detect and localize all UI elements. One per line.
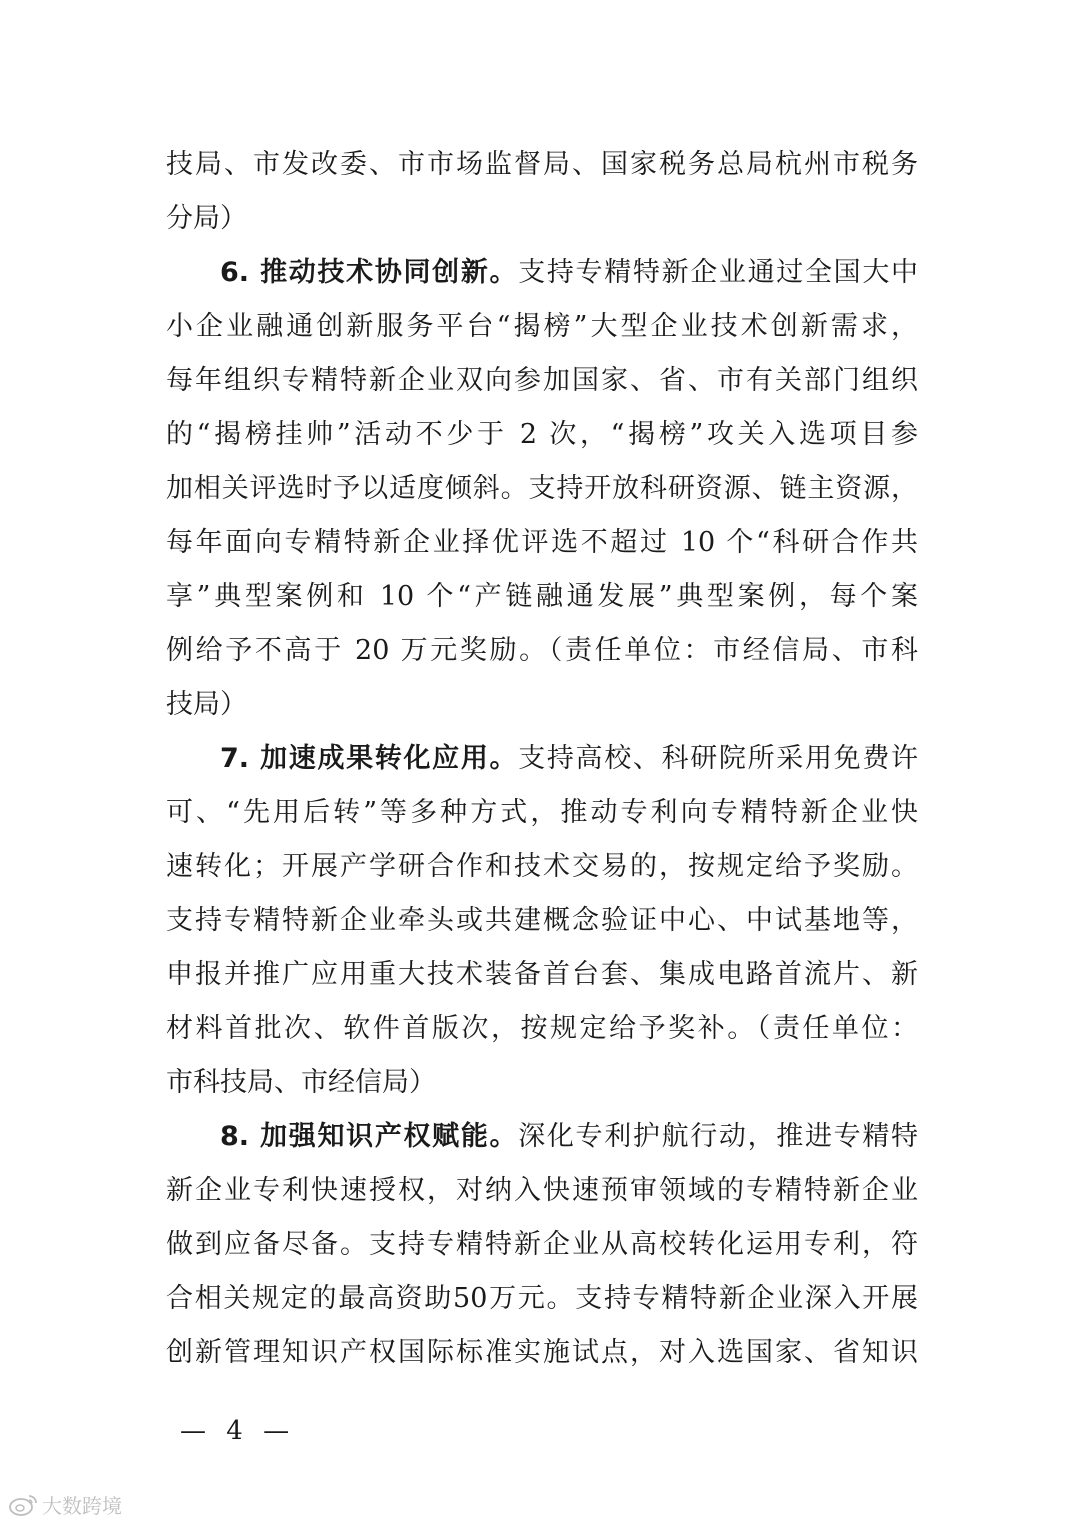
text-line: 可、“先用后转”等多种方式，推动专利向专精特新企业快 xyxy=(166,797,918,828)
watermark-text: 大数跨境 xyxy=(42,1494,122,1518)
document-body xyxy=(166,138,918,1380)
paragraph-heading-line xyxy=(166,732,918,786)
text-line: 享”典型案例和 10 个“产链融通发展”典型案例，每个案 xyxy=(166,581,918,612)
paragraph-heading-line xyxy=(166,1110,918,1164)
text-line: 合相关规定的最高资助50万元。支持专精特新企业深入开展 xyxy=(166,1283,918,1314)
text-line: 每年组织专精特新企业双向参加国家、省、市有关部门组织 xyxy=(166,365,918,396)
text-line: 支持专精特新企业通过全国大中 xyxy=(518,257,918,288)
text-line: 材料首批次、软件首版次，按规定给予奖补。（责任单位： xyxy=(166,1013,918,1044)
text-line: 申报并推广应用重大技术装备首台套、集成电路首流片、新 xyxy=(166,959,918,990)
text-line: 做到应备尽备。支持专精特新企业从高校转化运用专利，符 xyxy=(166,1229,918,1260)
paragraph-heading-line xyxy=(166,246,918,300)
paragraph-heading: 7. 加速成果转化应用。 xyxy=(220,743,519,774)
text-line: 市科技局、市经信局） xyxy=(166,1067,436,1098)
text-line: 小企业融通创新服务平台“揭榜”大型企业技术创新需求， xyxy=(166,311,918,342)
text-line: 技局） xyxy=(166,689,247,720)
text-line: 支持专精特新企业牵头或共建概念验证中心、中试基地等， xyxy=(166,905,918,936)
watermark xyxy=(8,1490,122,1519)
text-line: 支持高校、科研院所采用免费许 xyxy=(518,743,918,774)
paragraph-heading: 8. 加强知识产权赋能。 xyxy=(220,1121,519,1152)
text-line: 创新管理知识产权国际标准实施试点，对入选国家、省知识 xyxy=(166,1337,918,1368)
page-number: — 4 — xyxy=(180,1416,296,1446)
text-line: 的“揭榜挂帅”活动不少于 2 次，“揭榜”攻关入选项目参 xyxy=(166,419,918,450)
text-line: 每年面向专精特新企业择优评选不超过 10 个“科研合作共 xyxy=(166,527,918,558)
text-line: 例给予不高于 20 万元奖励。（责任单位：市经信局、市科 xyxy=(166,635,918,666)
text-line: 加相关评选时予以适度倾斜。支持开放科研资源、链主资源， xyxy=(166,473,918,504)
paragraph-heading: 6. 推动技术协同创新。 xyxy=(220,257,519,288)
text-line: 深化专利护航行动，推进专精特 xyxy=(518,1121,918,1152)
text-line: 速转化；开展产学研合作和技术交易的，按规定给予奖励。 xyxy=(166,851,918,882)
weibo-logo-icon xyxy=(8,1493,38,1517)
text-line: 技局、市发改委、市市场监督局、国家税务总局杭州市税务 xyxy=(166,149,918,180)
text-line: 分局） xyxy=(166,203,247,234)
text-line: 新企业专利快速授权，对纳入快速预审领域的专精特新企业 xyxy=(166,1175,918,1206)
